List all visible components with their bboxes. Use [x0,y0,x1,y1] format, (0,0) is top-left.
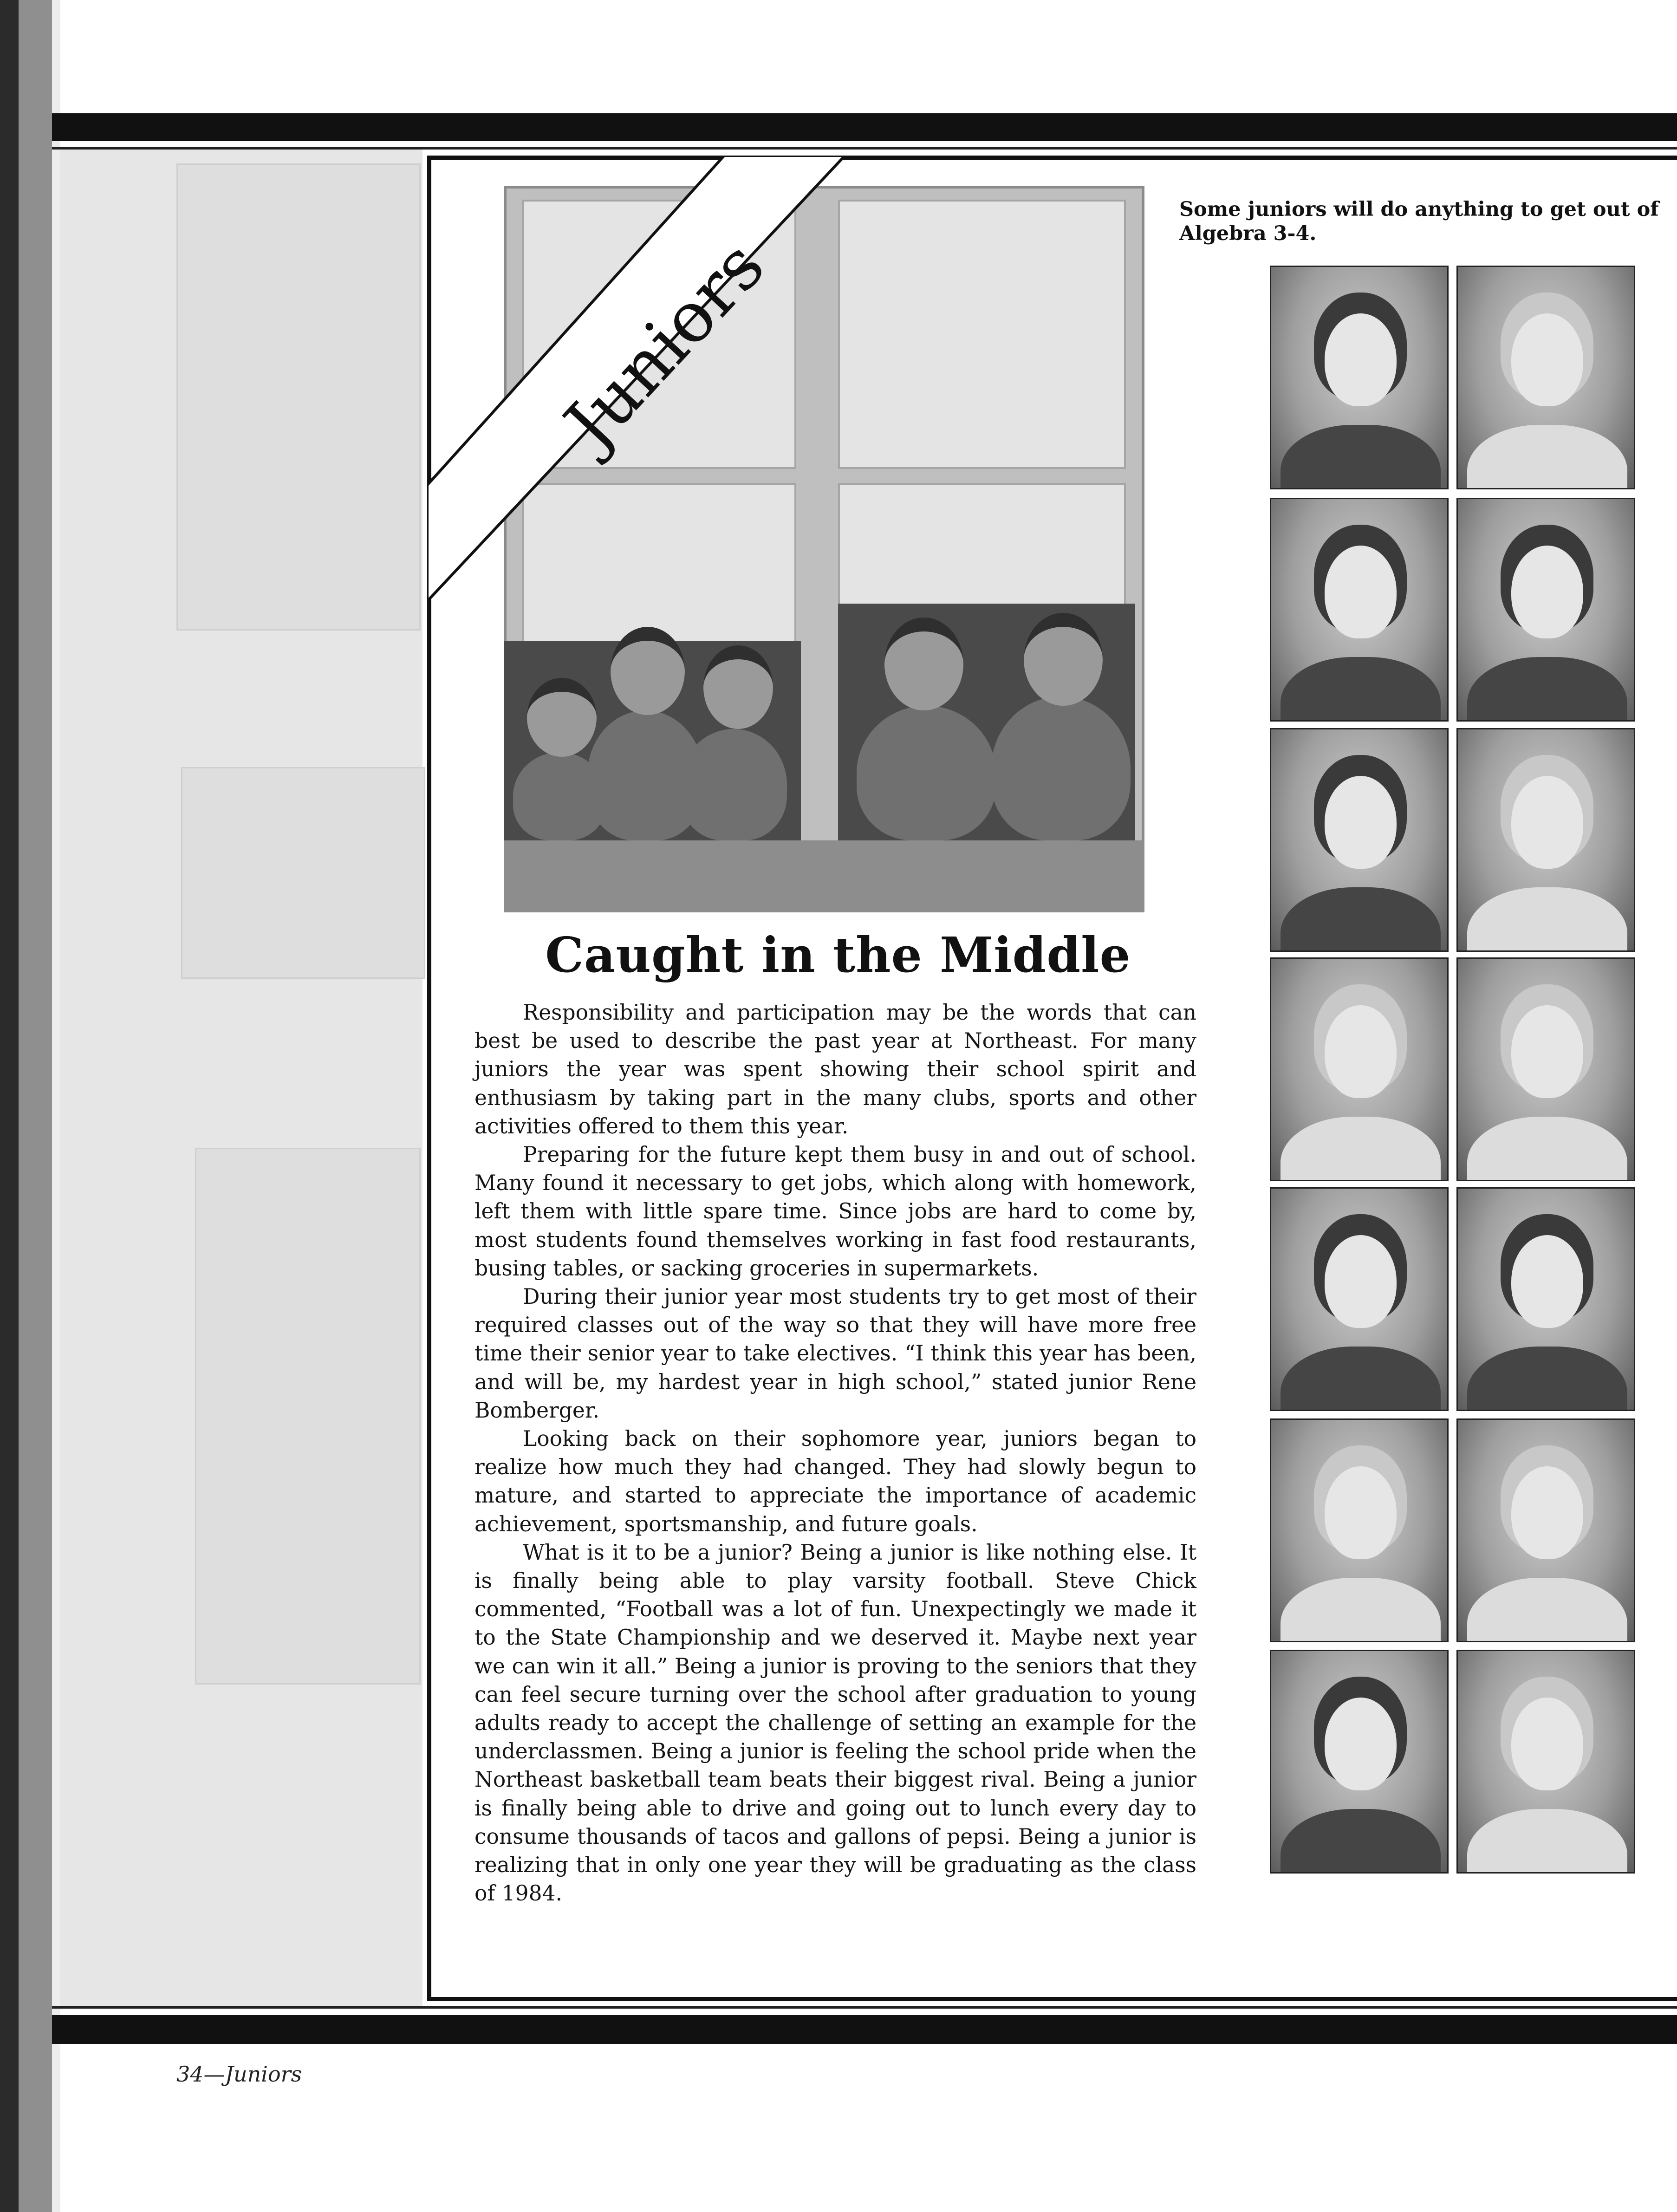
student-portrait [1270,266,1449,489]
student-portrait [1456,728,1635,952]
portrait-face [1511,1005,1583,1098]
student-head [884,618,963,710]
bleed-through-block [195,1148,421,1685]
portrait-face [1511,1698,1583,1790]
portrait-face [1325,1698,1397,1790]
portrait-shoulders [1467,1347,1627,1411]
portrait-face [1511,546,1583,638]
student-portrait [1456,1418,1635,1642]
portrait-face [1325,1005,1397,1098]
student-head [527,678,597,757]
student-portrait [1270,1650,1449,1874]
bottom-black-rule [52,2015,1677,2044]
portrait-shoulders [1280,425,1441,489]
student-portrait [1456,1187,1635,1411]
article-headline: Caught in the Middle [545,926,1131,983]
portrait-face [1511,1235,1583,1328]
bottom-thin-rule [52,2006,1677,2009]
student-figure [680,729,787,840]
student-portrait [1270,957,1449,1181]
section-banner [427,156,845,601]
portrait-shoulders [1280,1117,1441,1181]
portrait-shoulders [1280,1809,1441,1874]
bleed-through-block [176,163,421,631]
article-paragraph: Looking back on their sophomore year, juniors began to realize how much they had changed. They had slowly begun to mature, and started to appreciate the importance of academic achievement, sportsmanship, and future goals. [474,1426,1196,1536]
student-portrait [1270,1187,1449,1411]
top-black-rule [52,113,1677,141]
portrait-face [1325,1235,1397,1328]
portrait-shoulders [1467,1578,1627,1642]
student-head [703,645,773,729]
portrait-shoulders [1467,887,1627,952]
student-portrait [1270,728,1449,952]
student-portrait [1456,1650,1635,1874]
portrait-shoulders [1280,887,1441,952]
student-portrait [1270,498,1449,722]
portrait-shoulders [1467,1809,1627,1874]
portrait-face [1325,1466,1397,1559]
portrait-shoulders [1467,425,1627,489]
student-portrait [1456,957,1635,1181]
student-portrait [1270,1418,1449,1642]
article-body [474,998,1196,1908]
portrait-shoulders [1467,1117,1627,1181]
article-paragraph: Preparing for the future kept them busy in and out of school. Many found it necessary to get jobs, which along with homework, left them with little spare time. Since jobs are hard to come by, most students found themselves working in fast food restaurants, busing tables, or sacking groceries in supermarkets. [474,1142,1196,1281]
student-figure [991,696,1131,840]
article-paragraph: What is it to be a junior? Being a junior is like nothing else. It is finally being able to play varsity football. Steve Chick commented, “Football was a lot of fun. Unexpectingly we made it to the State Championship and we deserved it. Maybe next year we can win it all.” Being a junior is proving to the seniors that they can feel secure turning over the school after graduation to young adults ready to accept the challenge of setting an example for the underclassmen. Being a junior is feeling the school pride when the Northeast basketball team beats their biggest rival. Being a junior is finally being able to drive and going out to lunch every day to consume thousands of tacos and gallons of pepsi. Being a junior is realizing that in only one year they will be graduating as the class of 1984. [474,1540,1196,1906]
student-head [611,627,685,715]
student-portrait [1456,266,1635,489]
portrait-face [1325,776,1397,869]
left-grey-panel [60,150,422,2006]
article-paragraph: Responsibility and participation may be the words that can best be used to describe the past year at Northeast. For many juniors the year was spent showing their school spirit and enthusiasm by taking part in the many clubs, sports and other activities offered to them this year. [474,1000,1196,1139]
portrait-face [1511,776,1583,869]
page-edge [52,0,60,2212]
portrait-shoulders [1280,1347,1441,1411]
portrait-face [1325,313,1397,406]
student-figure [857,706,996,840]
binding-gutter [0,0,19,2212]
portrait-face [1511,1466,1583,1559]
binding-shadow [19,0,52,2212]
photo-caption: Some juniors will do anything to get out of Algebra 3-4. [1179,198,1659,245]
student-portrait [1456,498,1635,722]
portrait-face [1325,546,1397,638]
portrait-face [1511,313,1583,406]
section-label: Juniors [550,225,780,464]
window-ledge [504,840,1144,912]
student-head [1024,613,1103,706]
bleed-through-block [181,767,425,979]
page-folio: 34—Juniors [176,2062,302,2087]
portrait-shoulders [1467,657,1627,722]
portrait-shoulders [1280,1578,1441,1642]
portrait-shoulders [1280,657,1441,722]
article-paragraph: During their junior year most students try to get most of their required classes out of the way so that they will have more free time their senior year to take electives. “I think this year has been, and will be, my hardest year in high school,” stated junior Rene Bomberger. [474,1284,1196,1423]
window-pane [838,200,1126,469]
